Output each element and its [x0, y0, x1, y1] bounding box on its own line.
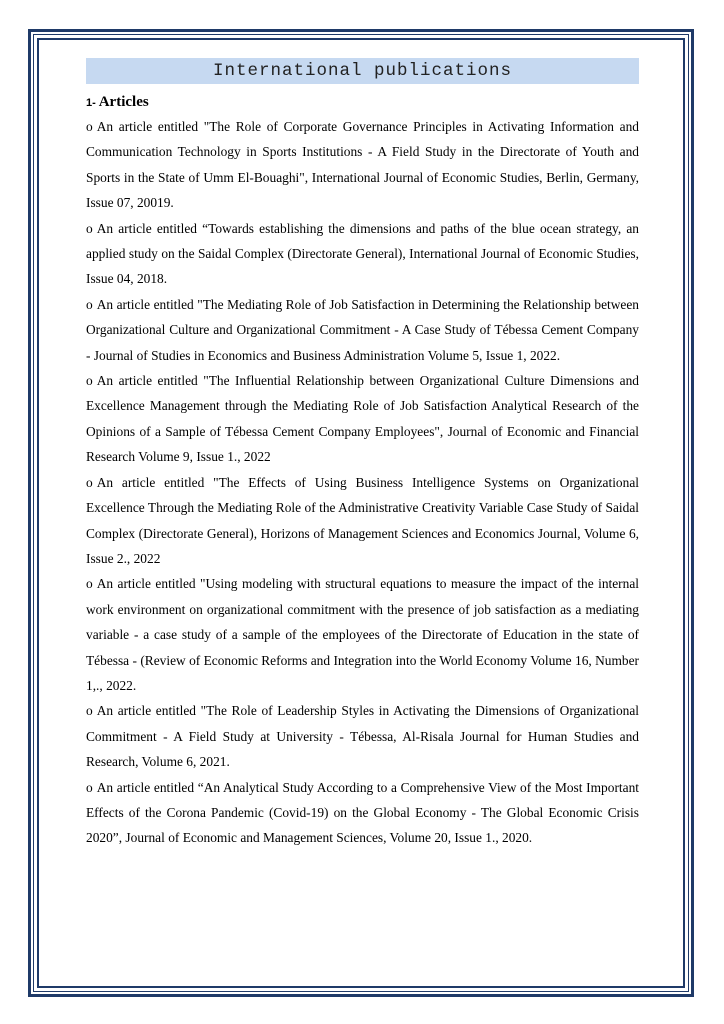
- article-item: [86, 470, 639, 572]
- article-text: An article entitled "The Role of Leadership Styles in Activating the Dimensions of Organizational Commitment - A Field Study at University - Tébessa, Al-Risala Journal for Human Studies and Research, Volume 6, 2021.: [86, 703, 639, 770]
- article-item: [86, 368, 639, 470]
- bullet-icon: o: [86, 296, 93, 312]
- bullet-icon: o: [86, 779, 93, 795]
- article-text: An article entitled "The Influential Relationship between Organizational Culture Dimensions and Excellence Management through the Mediating Role of Job Satisfaction Analytical Research of the Opinions of a Sample of Tébessa Cement Company Employees", Journal of Economic and Financial Research Volume 9, Issue 1., 2022: [86, 373, 639, 465]
- bullet-icon: o: [86, 474, 93, 490]
- section-title: Articles: [98, 94, 149, 110]
- article-text: An article entitled "Using modeling with structural equations to measure the impact of the internal work environment on organizational commitment with the presence of job satisfaction as a mediating variable - a case study of a sample of the employees of the Directorate of Education in the state of Tébessa - (Review of Economic Reforms and Integration into the World Economy Volume 16, Number 1,., 2022.: [86, 576, 639, 693]
- bullet-icon: o: [86, 220, 93, 236]
- article-item: [86, 775, 639, 851]
- article-item: [86, 571, 639, 698]
- bullet-icon: o: [86, 119, 93, 134]
- bullet-icon: o: [86, 576, 93, 592]
- article-item: [86, 292, 639, 368]
- article-text: An article entitled "The Effects of Using Business Intelligence Systems on Organizational Excellence Through the Mediating Role of the Administrative Creativity Variable Case Study of Saidal Complex (Directorate General), Horizons of Management Sciences and Economics Journal, Volume 6, Issue 2., 2022: [86, 474, 639, 566]
- article-list: [86, 114, 639, 851]
- page-content: [86, 58, 639, 851]
- article-text: An article entitled "The Mediating Role of Job Satisfaction in Determining the Relationship between Organizational Culture and Organizational Commitment - A Case Study of Tébessa Cement Company - Journal of Studies in Economics and Business Administration Volume 5, Issue 1, 2022.: [86, 296, 639, 363]
- article-text: An article entitled "The Role of Corporate Governance Principles in Activating Information and Communication Technology in Sports Institutions - A Field Study in the Directorate of Youth and Sports in the State of Umm El-Bouaghi", International Journal of Economic Studies, Berlin, Germany, Issue 07, 20019.: [86, 119, 639, 211]
- article-item: [86, 114, 639, 216]
- article-item: [86, 698, 639, 774]
- bullet-icon: o: [86, 703, 93, 719]
- section-heading: [86, 93, 639, 112]
- article-text: An article entitled “An Analytical Study According to a Comprehensive View of the Most Important Effects of the Corona Pandemic (Covid-19) on the Global Economy - The Global Economic Crisis 2020”, Journal of Economic and Management Sciences, Volume 20, Issue 1., 2020.: [86, 779, 639, 846]
- page-title: International publications: [86, 58, 639, 84]
- article-item: [86, 216, 639, 292]
- bullet-icon: o: [86, 373, 93, 389]
- section-number: 1-: [86, 97, 96, 109]
- article-text: An article entitled “Towards establishing the dimensions and paths of the blue ocean strategy, an applied study on the Saidal Complex (Directorate General), International Journal of Economic Studies, Issue 04, 2018.: [86, 220, 639, 287]
